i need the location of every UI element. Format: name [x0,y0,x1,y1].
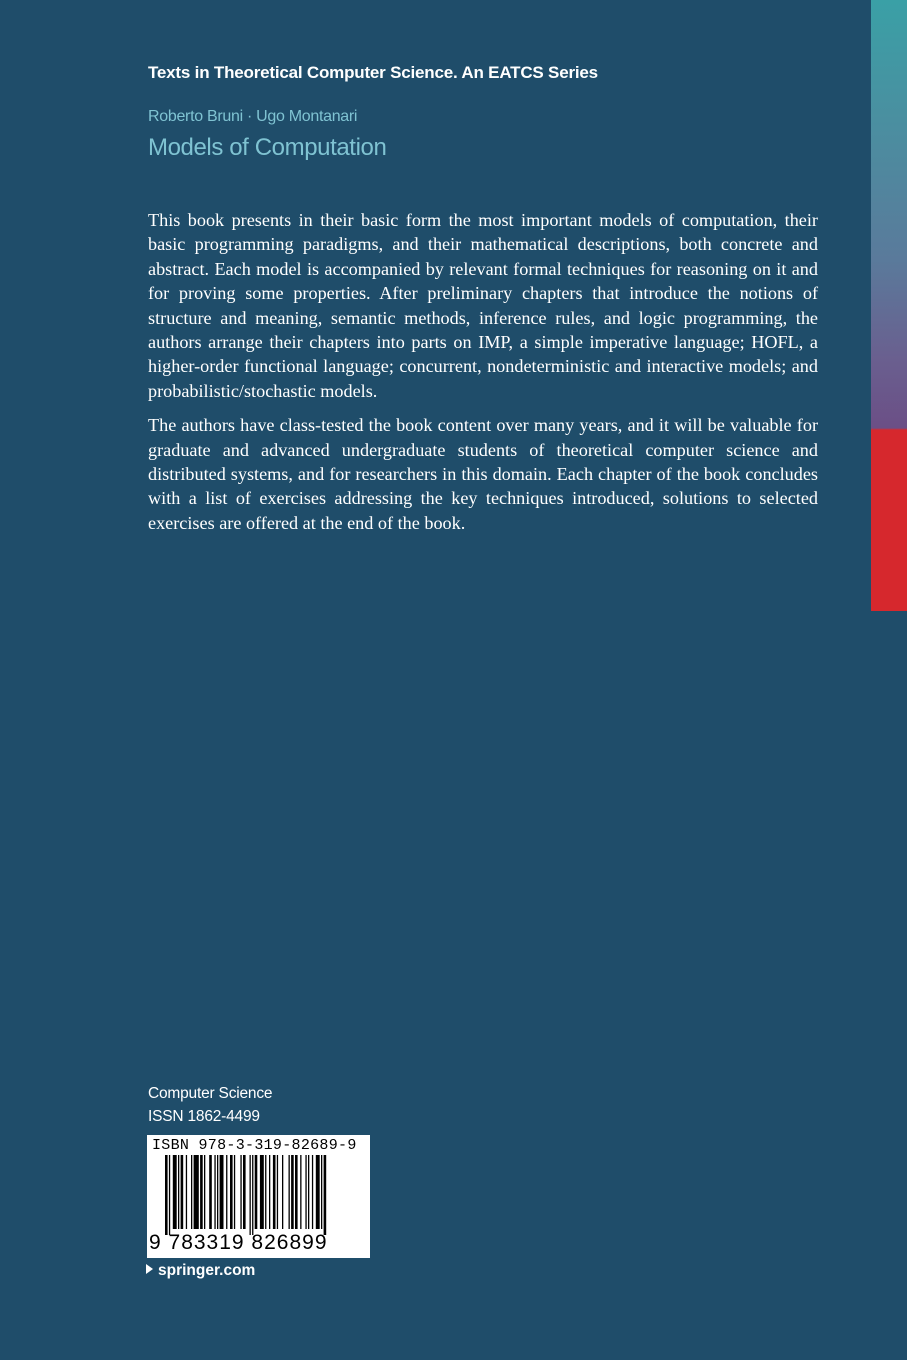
barcode-bar [308,1155,309,1229]
book-title: Models of Computation [148,134,387,161]
barcode-bar [324,1155,327,1235]
barcode-bar [300,1155,301,1229]
barcode-bar [230,1155,233,1229]
barcode-bar [226,1155,227,1229]
barcode [147,1135,370,1258]
barcode-bar [316,1155,320,1229]
barcode-bar [277,1155,278,1229]
publisher-url: springer.com [158,1262,256,1279]
barcode-bar [305,1155,306,1229]
issn-label: ISSN 1862-4499 [148,1108,260,1125]
description [148,208,818,545]
barcode-bar [194,1155,199,1229]
barcode-bar [312,1155,313,1229]
barcode-bar [165,1155,168,1235]
description-paragraph: The authors have class-tested the book content over many years, and it will be valuable for graduate and advanced undergraduate students of theoretical computer science and distributed systems, and for researchers in this domain. Each chapter of the book concludes with a list of exercises addressing the key techniques introduced, solutions to selected exercises are offered at the end of the book. [148,415,818,533]
color-strip [871,0,907,611]
barcode-bar [252,1155,253,1235]
barcode-bar [181,1155,184,1229]
series-title: Texts in Theoretical Computer Science. An EATCS Series [148,63,598,82]
barcode-bar [169,1155,170,1235]
barcode-bar [200,1155,203,1229]
barcode-bar [291,1155,294,1229]
barcode-bar [209,1155,212,1229]
barcode-bar [282,1155,283,1229]
barcode-bar [178,1155,179,1229]
ean-digits: 9 783319 826899 [149,1231,328,1254]
barcode-bar [250,1155,251,1235]
barcode-bar [255,1155,258,1229]
barcode-bar [243,1155,246,1229]
barcode-bar [214,1155,215,1229]
barcode-bar [273,1155,276,1229]
barcode-bar [173,1155,177,1229]
barcode-bar [260,1155,264,1229]
barcode-bar [269,1155,270,1229]
barcode-bar [321,1155,322,1229]
barcode-bar [295,1155,298,1229]
publisher-link[interactable] [146,1262,255,1280]
authors: Roberto Bruni · Ugo Montanari [148,108,358,125]
barcode-bar [204,1155,205,1229]
barcode-bar [217,1155,218,1229]
barcode-bars [165,1155,355,1241]
isbn-text: ISBN 978-3-319-82689-9 [152,1137,357,1154]
barcode-bar [240,1155,241,1229]
description-paragraph: This book presents in their basic form the most important models of computation, their basic programming paradigms, and their mathematical descriptions, both concrete and abstract. Each model is accompanied by relevant formal techniques for reasoning on it and for proving some properties. After preliminary chapters that introduce the notions of structure and meaning, semantic methods, inference rules, and logic programming, the authors arrange their chapters into parts on IMP, a simple imperative language; HOFL, a higher-order functional language; concurrent, nondeterministic and interactive models; and probabilistic/stochastic models. [148,210,818,401]
barcode-bar [186,1155,187,1229]
subject-label: Computer Science [148,1085,273,1102]
barcode-bar [265,1155,266,1229]
barcode-bar [234,1155,235,1229]
barcode-bar [289,1155,290,1229]
barcode-bar [191,1155,192,1229]
arrow-icon [146,1264,153,1274]
barcode-bar [220,1155,224,1229]
